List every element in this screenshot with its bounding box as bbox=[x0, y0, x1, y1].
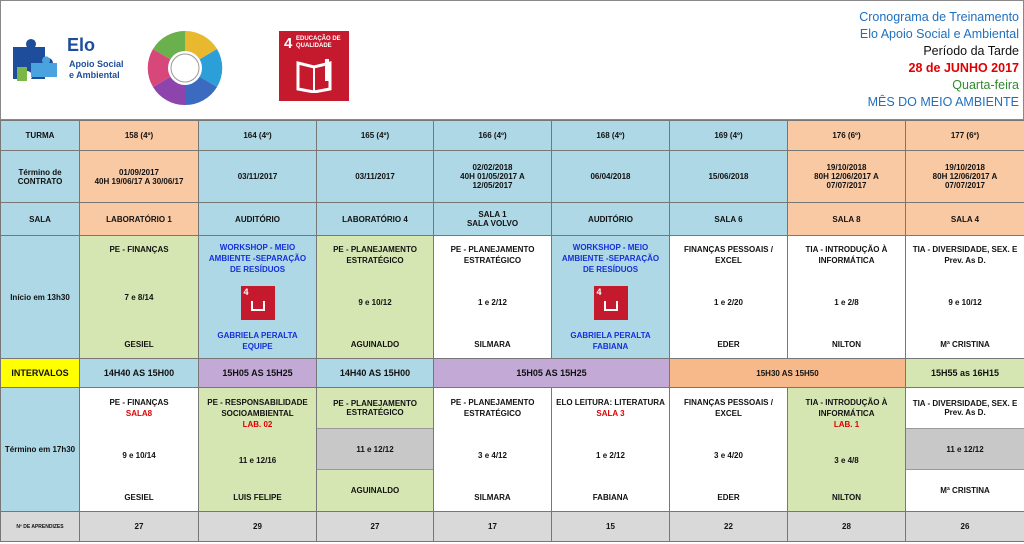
aprendizes-count: 27 bbox=[317, 512, 434, 542]
contrato-cell: 03/11/2017 bbox=[317, 151, 434, 203]
aprendizes-count: 27 bbox=[80, 512, 199, 542]
class-cell: TIA - INTRODUÇÃO À INFORMÁTICA 1 e 2/8 NILTON bbox=[788, 236, 906, 359]
elo-logo-subtitle: Apoio Social e Ambiental bbox=[69, 59, 124, 80]
header-line-period: Período da Tarde bbox=[923, 44, 1019, 58]
header-info bbox=[859, 9, 1019, 111]
row-aprendizes bbox=[1, 512, 1024, 542]
contrato-cell: 15/06/2018 bbox=[670, 151, 788, 203]
class-cell: PE - RESPONSABILIDADE SOCIOAMBIENTAL LAB. 02 11 e 12/16 LUIS FELIPE bbox=[199, 388, 317, 512]
sdg4-badge-icon: 4 bbox=[594, 286, 628, 320]
aprendizes-count: 15 bbox=[552, 512, 670, 542]
sdg4-badge-icon: 4 bbox=[241, 286, 275, 320]
label-intervalos: INTERVALOS bbox=[1, 359, 80, 388]
sdg4-number: 4 bbox=[284, 35, 293, 52]
book-pencil-icon bbox=[294, 57, 334, 93]
row-intervalos bbox=[1, 359, 1024, 388]
class-cell: PE - PLANEJAMENTO ESTRATÉGICO 9 e 10/12 AGUINALDO bbox=[317, 236, 434, 359]
label-contrato: Término de CONTRATO bbox=[1, 151, 80, 203]
class-cell: FINANÇAS PESSOAIS / EXCEL 1 e 2/20 EDER bbox=[670, 236, 788, 359]
sala-cell: SALA 1 SALA VOLVO bbox=[434, 203, 552, 236]
sustainability-wheel-icon bbox=[146, 29, 224, 107]
header-line-org: Elo Apoio Social e Ambiental bbox=[859, 27, 1019, 41]
sala-cell: LABORATÓRIO 4 bbox=[317, 203, 434, 236]
sala-cell: LABORATÓRIO 1 bbox=[80, 203, 199, 236]
class-cell: PE - PLANEJAMENTO ESTRATÉGICO 1 e 2/12 SILMARA bbox=[434, 236, 552, 359]
turma-cell: 176 (6º) bbox=[788, 121, 906, 151]
interval-cell: 14H40 AS 15H00 bbox=[317, 359, 434, 388]
header-line-theme: MÊS DO MEIO AMBIENTE bbox=[867, 95, 1019, 109]
contrato-cell: 06/04/2018 bbox=[552, 151, 670, 203]
contrato-cell: 03/11/2017 bbox=[199, 151, 317, 203]
row-inicio bbox=[1, 236, 1024, 359]
turma-cell: 165 (4º) bbox=[317, 121, 434, 151]
turma-cell: 158 (4º) bbox=[80, 121, 199, 151]
class-cell: PE - PLANEJAMENTO ESTRATÉGICO 3 e 4/12 SILMARA bbox=[434, 388, 552, 512]
row-contrato bbox=[1, 151, 1024, 203]
sala-cell: AUDITÓRIO bbox=[199, 203, 317, 236]
interval-cell: 14H40 AS 15H00 bbox=[80, 359, 199, 388]
interval-cell: 15H30 AS 15H50 bbox=[670, 359, 906, 388]
label-aprendizes: Nº DE APRENDIZES bbox=[1, 512, 80, 542]
row-sala bbox=[1, 203, 1024, 236]
elo-logo bbox=[9, 33, 127, 95]
class-cell: PE - FINANÇAS 7 e 8/14 GESIEL bbox=[80, 236, 199, 359]
class-cell: FINANÇAS PESSOAIS / EXCEL 3 e 4/20 EDER bbox=[670, 388, 788, 512]
aprendizes-count: 29 bbox=[199, 512, 317, 542]
sala-cell: SALA 4 bbox=[906, 203, 1024, 236]
contrato-cell: 01/09/2017 40H 19/06/17 A 30/06/17 bbox=[80, 151, 199, 203]
contrato-cell: 19/10/2018 80H 12/06/2017 A 07/07/2017 bbox=[906, 151, 1024, 203]
aprendizes-count: 26 bbox=[906, 512, 1024, 542]
interval-cell: 15H05 AS 15H25 bbox=[199, 359, 317, 388]
header bbox=[0, 0, 1024, 120]
workshop-cell: WORKSHOP - MEIO AMBIENTE -SEPARAÇÃO DE RESÍDUOS 4 GABRIELA PERALTA EQUIPE bbox=[199, 236, 317, 359]
workshop-cell: WORKSHOP - MEIO AMBIENTE -SEPARAÇÃO DE RESÍDUOS 4 GABRIELA PERALTA FABIANA bbox=[552, 236, 670, 359]
interval-cell: 15H55 as 16H15 bbox=[906, 359, 1024, 388]
class-cell: TIA - INTRODUÇÃO À INFORMÁTICA LAB. 1 3 e 4/8 NILTON bbox=[788, 388, 906, 512]
contrato-cell: 02/02/2018 40H 01/05/2017 A 12/05/2017 bbox=[434, 151, 552, 203]
row-termino bbox=[1, 388, 1024, 512]
interval-cell: 15H05 AS 15H25 bbox=[434, 359, 670, 388]
sdg4-logo bbox=[279, 31, 349, 101]
row-turma bbox=[1, 121, 1024, 151]
sustainability-wheel-logo bbox=[146, 29, 224, 107]
class-cell: ELO LEITURA: LITERATURA SALA 3 1 e 2/12 FABIANA bbox=[552, 388, 670, 512]
contrato-cell: 19/10/2018 80H 12/06/2017 A 07/07/2017 bbox=[788, 151, 906, 203]
schedule-table bbox=[0, 120, 1024, 542]
header-line-date: 28 de JUNHO 2017 bbox=[908, 61, 1019, 75]
header-line-weekday: Quarta-feira bbox=[952, 78, 1019, 92]
label-termino: Término em 17h30 bbox=[1, 388, 80, 512]
label-turma: TURMA bbox=[1, 121, 80, 151]
label-inicio: Início em 13h30 bbox=[1, 236, 80, 359]
turma-cell: 166 (4º) bbox=[434, 121, 552, 151]
class-cell: TIA - DIVERSIDADE, SEX. E Prev. As D. 9 e 10/12 Mª CRISTINA bbox=[906, 236, 1024, 359]
sala-cell: SALA 8 bbox=[788, 203, 906, 236]
label-sala: SALA bbox=[1, 203, 80, 236]
elo-logo-title: Elo bbox=[67, 35, 96, 55]
turma-cell: 168 (4º) bbox=[552, 121, 670, 151]
aprendizes-count: 17 bbox=[434, 512, 552, 542]
class-cell: PE - PLANEJAMENTO ESTRATÉGICO 11 e 12/12 AGUINALDO bbox=[317, 388, 434, 512]
class-cell: TIA - DIVERSIDADE, SEX. E Prev. As D. 11 e 12/12 Mª CRISTINA bbox=[906, 388, 1024, 512]
header-line-program: Cronograma de Treinamento bbox=[859, 10, 1019, 24]
turma-cell: 177 (6º) bbox=[906, 121, 1024, 151]
class-cell: PE - FINANÇAS SALA8 9 e 10/14 GESIEL bbox=[80, 388, 199, 512]
sala-cell: AUDITÓRIO bbox=[552, 203, 670, 236]
turma-cell: 169 (4º) bbox=[670, 121, 788, 151]
aprendizes-count: 28 bbox=[788, 512, 906, 542]
sala-cell: SALA 6 bbox=[670, 203, 788, 236]
sdg4-text: EDUCAÇÃO DE QUALIDADE bbox=[296, 36, 341, 49]
turma-cell: 164 (4º) bbox=[199, 121, 317, 151]
aprendizes-count: 22 bbox=[670, 512, 788, 542]
